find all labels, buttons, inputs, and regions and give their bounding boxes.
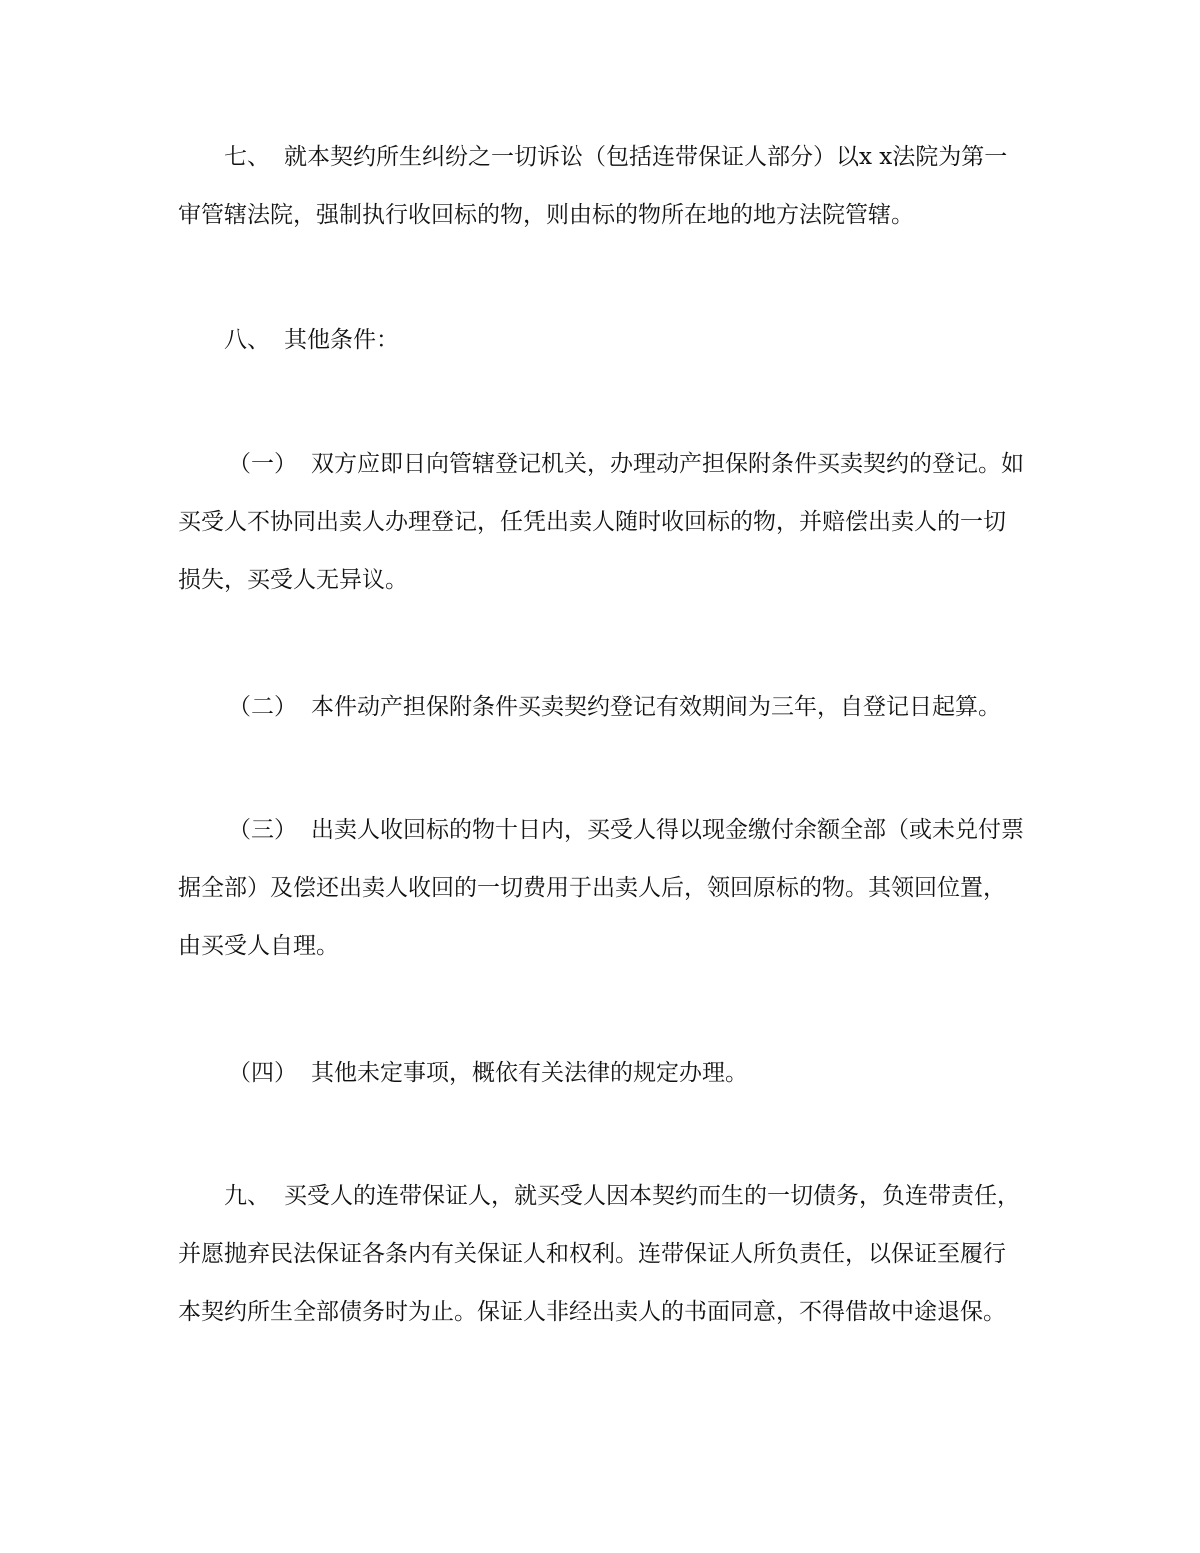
clause-text-line: 买受人的连带保证人，就买受人因本契约而生的一切债务，负连带责任， bbox=[284, 1183, 1020, 1209]
clause-text-line: 出卖人收回标的物十日内，买受人得以现金缴付余额全部（或未兑付票 bbox=[311, 817, 1024, 843]
clause-text-line: 买受人不协同出卖人办理登记，任凭出卖人随时收回标的物，并赔偿出卖人的一切 bbox=[178, 509, 1006, 535]
clause-text-line: 并愿抛弃民法保证各条内有关保证人和权利。连带保证人所负责任，以保证至履行 bbox=[178, 1241, 1006, 1267]
clause-text-line: 其他条件： bbox=[284, 327, 399, 353]
clause-text-line: 就本契约所生纠纷之一切诉讼（包括连带保证人部分）以x x法院为第一 bbox=[284, 144, 1008, 170]
clause-9 bbox=[178, 1167, 1028, 1341]
clause-text-line: 双方应即日向管辖登记机关，办理动产担保附条件买卖契约的登记。如 bbox=[311, 451, 1024, 477]
clause-text-line: 损失，买受人无异议。 bbox=[178, 567, 408, 593]
clause-text-line: 据全部）及偿还出卖人收回的一切费用于出卖人后，领回原标的物。其领回位置， bbox=[178, 875, 1006, 901]
subclause-2 bbox=[178, 678, 1028, 736]
clause-text-line: 本契约所生全部债务时为止。保证人非经出卖人的书面同意，不得借故中途退保。 bbox=[178, 1299, 1006, 1325]
clause-text-line: 本件动产担保附条件买卖契约登记有效期间为三年，自登记日起算。 bbox=[311, 694, 1001, 720]
subclause-marker: （四） bbox=[228, 1060, 297, 1086]
clause-text-line: 其他未定事项，概依有关法律的规定办理。 bbox=[311, 1060, 748, 1086]
subclause-1 bbox=[178, 435, 1028, 609]
clause-marker: 九、 bbox=[224, 1183, 270, 1209]
clause-text-line: 审管辖法院，强制执行收回标的物，则由标的物所在地的地方法院管辖。 bbox=[178, 202, 914, 228]
clause-text-line: 由买受人自理。 bbox=[178, 933, 339, 959]
clause-8 bbox=[178, 311, 1028, 369]
subclause-marker: （一） bbox=[228, 451, 297, 477]
clause-marker: 八、 bbox=[224, 327, 270, 353]
subclause-3 bbox=[178, 801, 1028, 975]
clause-7 bbox=[178, 128, 1028, 244]
subclause-marker: （三） bbox=[228, 817, 297, 843]
clause-marker: 七、 bbox=[224, 144, 270, 170]
subclause-4 bbox=[178, 1044, 1028, 1102]
subclause-marker: （二） bbox=[228, 694, 297, 720]
